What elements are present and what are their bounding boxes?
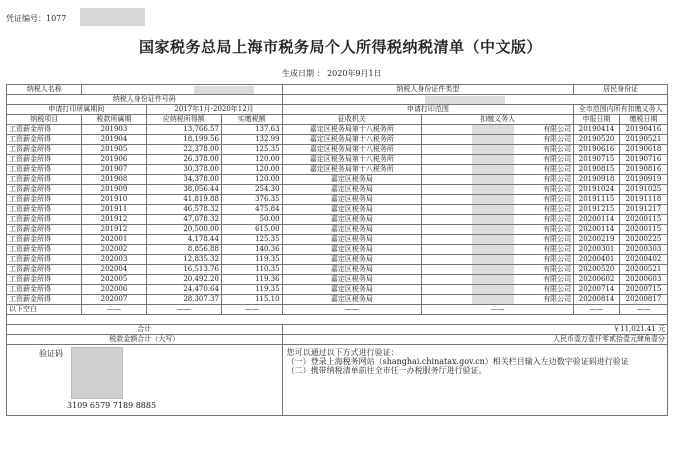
tax-paid: 376.35 bbox=[221, 195, 282, 205]
taxpayer-name-value bbox=[82, 85, 282, 95]
pay-date: 20190618 bbox=[619, 145, 667, 155]
tax-item: 工资薪金所得 bbox=[7, 265, 82, 275]
verify-way-2: （二）携带纳税清单前往全市任一办税服务厅进行验证。 bbox=[286, 366, 487, 375]
tax-period: 201903 bbox=[82, 125, 146, 135]
col-header-declare-date: 申报日期 bbox=[574, 115, 620, 125]
id-type-value: 居民身份证 bbox=[574, 85, 668, 95]
withholder-redaction bbox=[472, 205, 514, 214]
tax-item: 工资薪金所得 bbox=[7, 195, 82, 205]
taxable-income: 41,819.88 bbox=[146, 195, 221, 205]
tax-period: 202007 bbox=[82, 295, 146, 305]
table-row bbox=[7, 275, 668, 285]
tax-period: 201907 bbox=[82, 165, 146, 175]
withholder-redaction bbox=[472, 135, 514, 144]
withholding-agent: 有限公司 bbox=[422, 225, 574, 235]
verification-code-cell bbox=[7, 345, 283, 416]
pay-date: 20200402 bbox=[619, 255, 667, 265]
table-row bbox=[7, 225, 668, 235]
tax-authority: 嘉定区税务局第十八税务所 bbox=[282, 155, 422, 165]
tax-item: 工资薪金所得 bbox=[7, 165, 82, 175]
tax-period: 201912 bbox=[82, 225, 146, 235]
pay-date: 20200715 bbox=[619, 285, 667, 295]
table-row bbox=[7, 285, 668, 295]
taxpayer-name-label: 纳税人名称 bbox=[7, 85, 82, 95]
tax-authority: 嘉定区税务局第十八税务所 bbox=[282, 125, 422, 135]
blank-dash: —— bbox=[146, 305, 221, 315]
withholding-agent: 有限公司 bbox=[422, 245, 574, 255]
col-header-tax: 实缴税额 bbox=[221, 115, 282, 125]
withholding-agent: 有限公司 bbox=[422, 255, 574, 265]
tax-item: 工资薪金所得 bbox=[7, 185, 82, 195]
verification-instructions bbox=[282, 345, 667, 416]
tax-authority: 嘉定区税务局 bbox=[282, 235, 422, 245]
taxable-income: 20,492.20 bbox=[146, 275, 221, 285]
total-words-label: 税款金额合计（大写） bbox=[7, 335, 283, 345]
declare-date: 20200301 bbox=[574, 245, 620, 255]
withholder-redaction bbox=[472, 275, 514, 284]
tax-paid: 50.00 bbox=[221, 215, 282, 225]
tax-paid: 254.30 bbox=[221, 185, 282, 195]
tax-authority: 嘉定区税务局 bbox=[282, 245, 422, 255]
tax-paid: 119.35 bbox=[221, 255, 282, 265]
total-label: 合计 bbox=[7, 325, 283, 335]
withholding-agent: 有限公司 bbox=[422, 185, 574, 195]
pay-date: 20200817 bbox=[619, 295, 667, 305]
table-row bbox=[7, 215, 668, 225]
pay-date: 20200603 bbox=[619, 275, 667, 285]
tax-item: 工资薪金所得 bbox=[7, 175, 82, 185]
tax-item: 工资薪金所得 bbox=[7, 135, 82, 145]
withholding-agent: 有限公司 bbox=[422, 145, 574, 155]
table-row bbox=[7, 135, 668, 145]
blank-dash: —— bbox=[282, 305, 422, 315]
tax-period: 202004 bbox=[82, 265, 146, 275]
pay-date: 20191217 bbox=[619, 205, 667, 215]
declare-date: 20200814 bbox=[574, 295, 620, 305]
declare-date: 20191215 bbox=[574, 205, 620, 215]
tax-period: 201908 bbox=[82, 175, 146, 185]
taxable-income: 4,178.44 bbox=[146, 235, 221, 245]
tax-item: 工资薪金所得 bbox=[7, 245, 82, 255]
tax-authority: 嘉定区税务局 bbox=[282, 275, 422, 285]
tax-period: 202003 bbox=[82, 255, 146, 265]
tax-paid: 132.99 bbox=[221, 135, 282, 145]
tax-item: 工资薪金所得 bbox=[7, 125, 82, 135]
withholding-agent: 有限公司 bbox=[422, 155, 574, 165]
blank-dash: —— bbox=[619, 305, 667, 315]
tax-period: 202002 bbox=[82, 245, 146, 255]
withholder-redaction bbox=[472, 165, 514, 174]
taxable-income: 38,056.44 bbox=[146, 185, 221, 195]
taxable-income: 46,578.32 bbox=[146, 205, 221, 215]
tax-period: 201911 bbox=[82, 205, 146, 215]
generation-date: 生成日期 ： 2020年9月1日 bbox=[282, 69, 382, 78]
declare-date: 20200714 bbox=[574, 285, 620, 295]
withholding-agent: 有限公司 bbox=[422, 195, 574, 205]
table-row bbox=[7, 255, 668, 265]
tax-paid: 110.35 bbox=[221, 265, 282, 275]
tax-paid: 125.35 bbox=[221, 145, 282, 155]
taxable-income: 13,766.57 bbox=[146, 125, 221, 135]
col-header-withholder: 扣缴义务人 bbox=[422, 115, 574, 125]
withholder-redaction bbox=[472, 235, 514, 244]
tax-item: 工资薪金所得 bbox=[7, 145, 82, 155]
pay-date: 20190816 bbox=[619, 165, 667, 175]
tax-period: 201904 bbox=[82, 135, 146, 145]
table-row bbox=[7, 155, 668, 165]
declare-date: 20190520 bbox=[574, 135, 620, 145]
withholder-redaction bbox=[472, 295, 514, 304]
verification-qr-redaction bbox=[71, 347, 123, 399]
certificate-number-label: 凭证编号：1077 bbox=[6, 14, 67, 23]
withholding-agent: 有限公司 bbox=[422, 235, 574, 245]
tax-paid: 115.10 bbox=[221, 295, 282, 305]
tax-authority: 嘉定区税务局第十八税务所 bbox=[282, 145, 422, 155]
withholding-agent: 有限公司 bbox=[422, 265, 574, 275]
taxable-income: 26,378.00 bbox=[146, 155, 221, 165]
tax-paid: 137.63 bbox=[221, 125, 282, 135]
pay-date: 20191118 bbox=[619, 195, 667, 205]
pay-date: 20190416 bbox=[619, 125, 667, 135]
withholding-agent: 有限公司 bbox=[422, 205, 574, 215]
withholding-agent: 有限公司 bbox=[422, 295, 574, 305]
tax-authority: 嘉定区税务局 bbox=[282, 285, 422, 295]
table-row bbox=[7, 125, 668, 135]
tax-item: 工资薪金所得 bbox=[7, 205, 82, 215]
withholding-agent: 有限公司 bbox=[422, 175, 574, 185]
declare-date: 20200520 bbox=[574, 265, 620, 275]
declare-date: 20200602 bbox=[574, 275, 620, 285]
pay-date: 20190521 bbox=[619, 135, 667, 145]
withholding-agent: 有限公司 bbox=[422, 215, 574, 225]
verification-code-label: 验证码 bbox=[39, 349, 63, 358]
taxable-income: 24,470.64 bbox=[146, 285, 221, 295]
tax-item: 工资薪金所得 bbox=[7, 295, 82, 305]
declare-date: 20191024 bbox=[574, 185, 620, 195]
tax-paid: 120.00 bbox=[221, 175, 282, 185]
blank-dash: —— bbox=[82, 305, 146, 315]
tax-authority: 嘉定区税务局 bbox=[282, 175, 422, 185]
tax-item: 工资薪金所得 bbox=[7, 255, 82, 265]
tax-period: 201906 bbox=[82, 155, 146, 165]
declare-date: 20191115 bbox=[574, 195, 620, 205]
taxable-income: 8,856.88 bbox=[146, 245, 221, 255]
tax-item: 工资薪金所得 bbox=[7, 235, 82, 245]
withholder-redaction bbox=[472, 285, 514, 294]
tax-paid: 140.36 bbox=[221, 245, 282, 255]
total-value: ￥11,021.41 元 bbox=[282, 325, 667, 335]
taxable-income: 18,199.56 bbox=[146, 135, 221, 145]
withholding-agent: 有限公司 bbox=[422, 125, 574, 135]
print-range-label: 申请打印范围 bbox=[282, 105, 574, 115]
tax-period: 202006 bbox=[82, 285, 146, 295]
tax-authority: 嘉定区税务局 bbox=[282, 215, 422, 225]
tax-paid: 475.84 bbox=[221, 205, 282, 215]
tax-authority: 嘉定区税务局 bbox=[282, 195, 422, 205]
withholder-redaction bbox=[472, 125, 514, 134]
tax-period: 201910 bbox=[82, 195, 146, 205]
table-row bbox=[7, 165, 668, 175]
verify-intro: 您可以通过以下方式进行验证： bbox=[286, 348, 399, 357]
taxable-income: 16,513.76 bbox=[146, 265, 221, 275]
taxable-income: 22,378.00 bbox=[146, 145, 221, 155]
tax-authority: 嘉定区税务局 bbox=[282, 205, 422, 215]
tax-authority: 嘉定区税务局 bbox=[282, 295, 422, 305]
blank-dash: —— bbox=[221, 305, 282, 315]
table-row bbox=[7, 175, 668, 185]
tax-authority: 嘉定区税务局第十八税务所 bbox=[282, 135, 422, 145]
tax-authority: 嘉定区税务局第十八税务所 bbox=[282, 165, 422, 175]
tax-paid: 120.00 bbox=[221, 165, 282, 175]
withholder-redaction bbox=[472, 185, 514, 194]
tax-period: 201912 bbox=[82, 215, 146, 225]
tax-authority: 嘉定区税务局 bbox=[282, 185, 422, 195]
declare-date: 20200219 bbox=[574, 235, 620, 245]
tax-item: 工资薪金所得 bbox=[7, 215, 82, 225]
id-type-label: 纳税人身份证件类型 bbox=[282, 85, 574, 95]
print-period-label: 申请打印所属期间 bbox=[7, 105, 147, 115]
blank-dash: —— bbox=[574, 305, 620, 315]
table-row bbox=[7, 195, 668, 205]
col-header-pay-date: 缴税日期 bbox=[619, 115, 667, 125]
below-blank-note: 以下空白 bbox=[7, 305, 82, 315]
col-header-income: 应纳税所得额 bbox=[146, 115, 221, 125]
tax-authority: 嘉定区税务局 bbox=[282, 225, 422, 235]
tax-period: 201909 bbox=[82, 185, 146, 195]
tax-paid: 120.00 bbox=[221, 155, 282, 165]
col-header-period: 税款所属期 bbox=[82, 115, 146, 125]
taxable-income: 47,078.32 bbox=[146, 215, 221, 225]
verification-code-number: 3109 6579 7189 8885 bbox=[67, 401, 157, 410]
id-number-value bbox=[282, 95, 667, 105]
tax-paid: 615.00 bbox=[221, 225, 282, 235]
withholder-redaction bbox=[472, 245, 514, 254]
declare-date: 20190414 bbox=[574, 125, 620, 135]
withholder-redaction bbox=[472, 255, 514, 264]
withholder-redaction bbox=[472, 145, 514, 154]
print-range-value: 全市范围内所有扣缴义务人 bbox=[574, 105, 668, 115]
declare-date: 20200114 bbox=[574, 215, 620, 225]
tax-paid: 119.36 bbox=[221, 275, 282, 285]
pay-date: 20200521 bbox=[619, 265, 667, 275]
table-row bbox=[7, 145, 668, 155]
taxable-income: 20,500.00 bbox=[146, 225, 221, 235]
spacer-row bbox=[7, 315, 668, 325]
declare-date: 20190715 bbox=[574, 155, 620, 165]
pay-date: 20200115 bbox=[619, 215, 667, 225]
pay-date: 20190716 bbox=[619, 155, 667, 165]
pay-date: 20200303 bbox=[619, 245, 667, 255]
tax-authority: 嘉定区税务局 bbox=[282, 265, 422, 275]
total-words-value: 人民币壹万壹仟零贰拾壹元肆角壹分 bbox=[282, 335, 667, 345]
blank-dash: —— bbox=[422, 305, 574, 315]
declare-date: 20200401 bbox=[574, 255, 620, 265]
pay-date: 20200225 bbox=[619, 235, 667, 245]
declare-date: 20190918 bbox=[574, 175, 620, 185]
withholder-redaction bbox=[472, 215, 514, 224]
col-header-item: 纳税项目 bbox=[7, 115, 82, 125]
id-number-label: 纳税人身份证件号码 bbox=[7, 95, 283, 105]
tax-list-table bbox=[6, 84, 668, 416]
certificate-number-redaction bbox=[80, 8, 145, 26]
tax-paid: 125.35 bbox=[221, 235, 282, 245]
table-row bbox=[7, 295, 668, 305]
tax-item: 工资薪金所得 bbox=[7, 225, 82, 235]
verify-way-1: （一）登录上海税务网站（shanghai.chinatax.gov.cn）相关栏目输入左边数字验证码进行验证 bbox=[286, 357, 629, 366]
tax-item: 工资薪金所得 bbox=[7, 155, 82, 165]
tax-authority: 嘉定区税务局 bbox=[282, 255, 422, 265]
pay-date: 20191025 bbox=[619, 185, 667, 195]
print-period-value: 2017年1月-2020年12月 bbox=[146, 105, 282, 115]
declare-date: 20190815 bbox=[574, 165, 620, 175]
document-title: 国家税务总局上海市税务局个人所得税纳税清单（中文版） bbox=[138, 38, 542, 56]
table-row bbox=[7, 205, 668, 215]
col-header-authority: 征收机关 bbox=[282, 115, 422, 125]
withholder-redaction bbox=[472, 195, 514, 204]
declare-date: 20200114 bbox=[574, 225, 620, 235]
withholding-agent: 有限公司 bbox=[422, 285, 574, 295]
table-row bbox=[7, 185, 668, 195]
tax-period: 202001 bbox=[82, 235, 146, 245]
withholder-redaction bbox=[472, 265, 514, 274]
withholder-redaction bbox=[472, 225, 514, 234]
tax-period: 202005 bbox=[82, 275, 146, 285]
tax-item: 工资薪金所得 bbox=[7, 275, 82, 285]
withholder-redaction bbox=[472, 175, 514, 184]
pay-date: 20200115 bbox=[619, 225, 667, 235]
taxable-income: 28,307.37 bbox=[146, 295, 221, 305]
taxable-income: 12,835.32 bbox=[146, 255, 221, 265]
tax-paid: 119.35 bbox=[221, 285, 282, 295]
taxable-income: 30,378.00 bbox=[146, 165, 221, 175]
table-row bbox=[7, 235, 668, 245]
tax-item: 工资薪金所得 bbox=[7, 285, 82, 295]
withholding-agent: 有限公司 bbox=[422, 275, 574, 285]
taxable-income: 34,378.00 bbox=[146, 175, 221, 185]
table-row bbox=[7, 245, 668, 255]
withholding-agent: 有限公司 bbox=[422, 135, 574, 145]
table-row bbox=[7, 265, 668, 275]
pay-date: 20190919 bbox=[619, 175, 667, 185]
withholder-redaction bbox=[472, 155, 514, 164]
tax-period: 201905 bbox=[82, 145, 146, 155]
withholding-agent: 有限公司 bbox=[422, 165, 574, 175]
declare-date: 20190616 bbox=[574, 145, 620, 155]
